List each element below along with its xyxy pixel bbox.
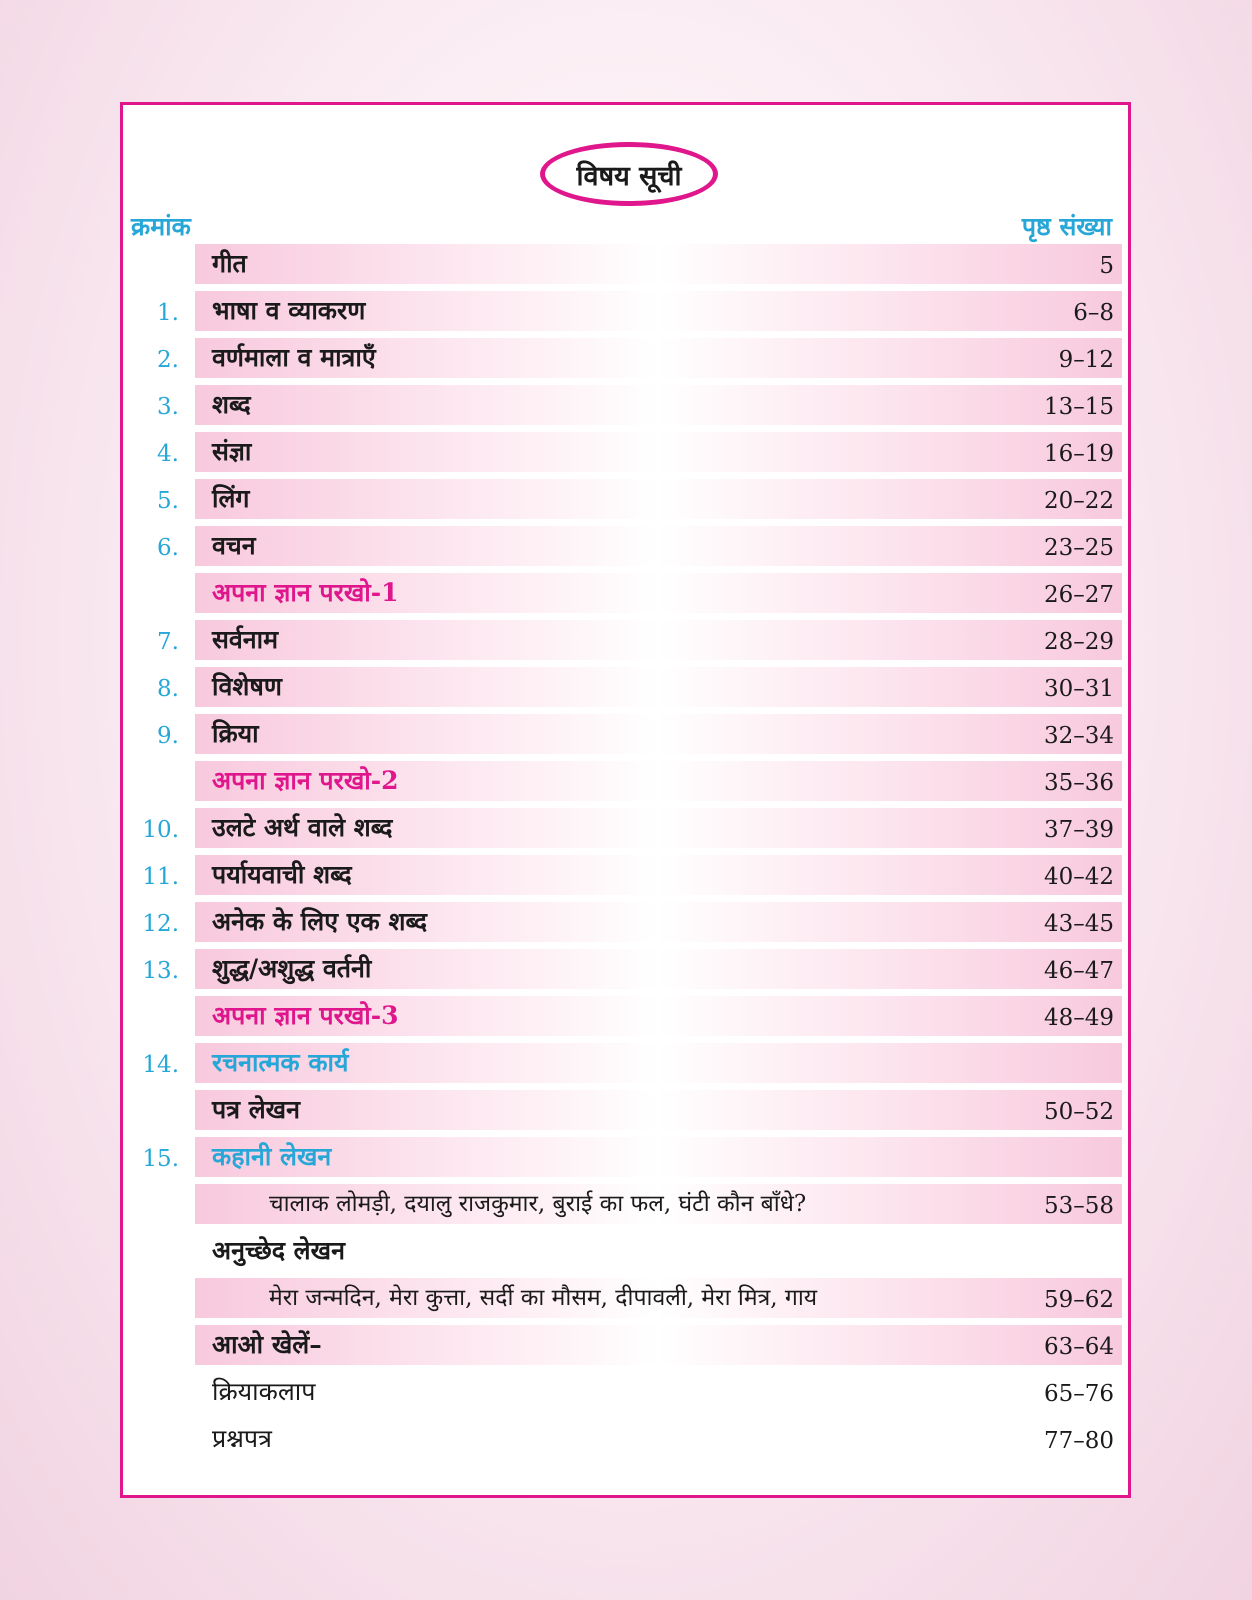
row-title: अपना ज्ञान परखो-3 xyxy=(212,1001,399,1030)
row-page: 46–47 xyxy=(1043,958,1114,984)
row-title: शुद्ध/अशुद्ध वर्तनी xyxy=(212,954,372,983)
row-page: 50–52 xyxy=(1043,1099,1114,1125)
row-highlight xyxy=(195,526,1122,566)
toc-row[interactable] xyxy=(195,1372,1122,1412)
title-oval xyxy=(540,142,718,206)
toc-row[interactable] xyxy=(142,902,1122,942)
toc-row[interactable] xyxy=(157,714,1122,754)
row-page: 9–12 xyxy=(1058,347,1114,373)
toc-row-heading[interactable] xyxy=(195,1231,1122,1271)
row-number xyxy=(123,1231,179,1271)
row-number: 9. xyxy=(157,723,179,749)
row-page: 65–76 xyxy=(1043,1381,1114,1407)
toc-row[interactable] xyxy=(157,667,1122,707)
row-number: 1. xyxy=(157,300,179,326)
row-highlight xyxy=(195,667,1122,707)
row-number: 11. xyxy=(142,864,179,890)
toc-row[interactable] xyxy=(142,808,1122,848)
row-highlight xyxy=(195,714,1122,754)
row-number xyxy=(123,573,179,613)
row-number: 14. xyxy=(142,1052,179,1078)
row-title: प्रश्नपत्र xyxy=(212,1424,272,1453)
row-highlight xyxy=(195,385,1122,425)
row-page: 28–29 xyxy=(1043,629,1114,655)
row-title: गीत xyxy=(212,249,247,278)
row-page: 53–58 xyxy=(1043,1193,1114,1219)
toc-row-test[interactable] xyxy=(195,996,1122,1036)
toc-row-section[interactable] xyxy=(142,1043,1122,1083)
row-number: 2. xyxy=(157,347,179,373)
row-page: 13–15 xyxy=(1043,394,1114,420)
row-number: 10. xyxy=(142,817,179,843)
row-number xyxy=(123,1372,179,1412)
row-title: आओ खेलें– xyxy=(212,1330,322,1359)
toc-row[interactable] xyxy=(195,244,1122,284)
row-title: वचन xyxy=(212,531,256,560)
row-title: अनेक के लिए एक शब्द xyxy=(212,907,428,936)
content-frame xyxy=(120,102,1131,1498)
row-title: रचनात्मक कार्य xyxy=(212,1048,349,1077)
row-title: लिंग xyxy=(212,484,250,513)
column-header-page: पृष्ठ संख्या xyxy=(1021,212,1112,241)
toc-row-subitems[interactable] xyxy=(195,1278,1122,1318)
row-title: विशेषण xyxy=(212,672,282,701)
row-number xyxy=(123,1419,179,1459)
toc-row[interactable] xyxy=(157,479,1122,519)
row-highlight xyxy=(195,432,1122,472)
row-page: 59–62 xyxy=(1043,1287,1114,1313)
row-title: अपना ज्ञान परखो-2 xyxy=(212,766,399,795)
row-title: पत्र लेखन xyxy=(212,1095,300,1124)
row-page: 37–39 xyxy=(1043,817,1114,843)
row-title: अपना ज्ञान परखो-1 xyxy=(212,578,399,607)
toc-row[interactable] xyxy=(142,855,1122,895)
row-number xyxy=(123,761,179,801)
row-title: अनुच्छेद लेखन xyxy=(212,1236,345,1265)
row-title: उलटे अर्थ वाले शब्द xyxy=(212,813,393,842)
row-title: सर्वनाम xyxy=(212,625,279,654)
row-title: चालाक लोमड़ी, दयालु राजकुमार, बुराई का फल, घंटी कौन बाँधे? xyxy=(269,1191,807,1217)
row-title: भाषा व व्याकरण xyxy=(212,296,366,325)
row-page: 5 xyxy=(1099,253,1114,279)
column-header-serial: क्रमांक xyxy=(131,212,191,241)
row-page: 40–42 xyxy=(1043,864,1114,890)
row-number xyxy=(123,244,179,284)
row-number: 15. xyxy=(142,1146,179,1172)
row-highlight xyxy=(195,1137,1122,1177)
toc-row[interactable] xyxy=(157,291,1122,331)
row-title: कहानी लेखन xyxy=(212,1142,332,1171)
toc-row-test[interactable] xyxy=(195,573,1122,613)
row-number: 5. xyxy=(157,488,179,514)
row-page: 6–8 xyxy=(1073,300,1114,326)
row-highlight xyxy=(195,620,1122,660)
row-title: मेरा जन्मदिन, मेरा कुत्ता, सर्दी का मौसम, दीपावली, मेरा मित्र, गाय xyxy=(269,1285,818,1311)
row-number: 4. xyxy=(157,441,179,467)
row-page: 63–64 xyxy=(1043,1334,1114,1360)
toc-row[interactable] xyxy=(142,949,1122,989)
row-highlight xyxy=(195,1090,1122,1130)
row-number xyxy=(123,1325,179,1365)
row-page: 20–22 xyxy=(1043,488,1114,514)
row-highlight xyxy=(195,1325,1122,1365)
row-number: 7. xyxy=(157,629,179,655)
toc-row[interactable] xyxy=(157,432,1122,472)
row-number: 8. xyxy=(157,676,179,702)
row-page: 48–49 xyxy=(1043,1005,1114,1031)
toc-row[interactable] xyxy=(157,338,1122,378)
row-title: संज्ञा xyxy=(212,437,252,466)
row-highlight xyxy=(195,479,1122,519)
row-number: 12. xyxy=(142,911,179,937)
row-number: 6. xyxy=(157,535,179,561)
toc-row[interactable] xyxy=(157,526,1122,566)
row-page: 26–27 xyxy=(1043,582,1114,608)
row-title: क्रिया xyxy=(212,719,259,748)
row-number xyxy=(123,996,179,1036)
row-title: वर्णमाला व मात्राएँ xyxy=(212,343,376,372)
row-page: 32–34 xyxy=(1043,723,1114,749)
page-title: विषय सूची xyxy=(576,160,682,192)
toc-row-section[interactable] xyxy=(142,1137,1122,1177)
row-page: 35–36 xyxy=(1043,770,1114,796)
row-page: 16–19 xyxy=(1043,441,1114,467)
toc-row[interactable] xyxy=(157,385,1122,425)
toc-row[interactable] xyxy=(195,1419,1122,1459)
row-title: शब्द xyxy=(212,390,251,419)
row-highlight xyxy=(195,244,1122,284)
toc-row-test[interactable] xyxy=(195,761,1122,801)
toc-row[interactable] xyxy=(195,1325,1122,1365)
row-title: क्रियाकलाप xyxy=(212,1377,316,1406)
row-number xyxy=(123,1278,179,1318)
row-number: 3. xyxy=(157,394,179,420)
row-number: 13. xyxy=(142,958,179,984)
row-title: पर्यायवाची शब्द xyxy=(212,860,352,889)
row-page: 43–45 xyxy=(1043,911,1114,937)
row-page: 77–80 xyxy=(1043,1428,1114,1454)
toc-row-subitems[interactable] xyxy=(195,1184,1122,1224)
row-page: 30–31 xyxy=(1043,676,1114,702)
row-number xyxy=(123,1184,179,1224)
toc-row[interactable] xyxy=(157,620,1122,660)
row-page: 23–25 xyxy=(1043,535,1114,561)
row-number xyxy=(123,1090,179,1130)
toc-row[interactable] xyxy=(195,1090,1122,1130)
